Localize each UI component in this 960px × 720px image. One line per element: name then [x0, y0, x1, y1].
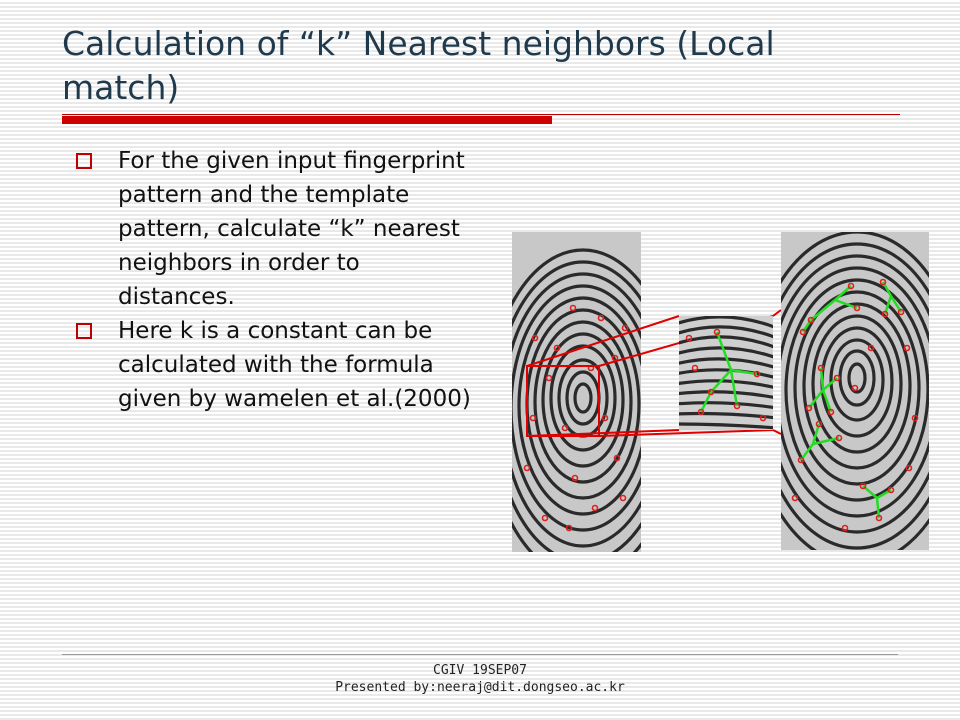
slide-title: Calculation of “k” Nearest neighbors (Local match)	[62, 24, 775, 107]
bullet-text: Here k is a constant can be calculated with the formula given by wamelen et al.(2000)	[118, 318, 471, 412]
template-fingerprint-image	[750, 232, 935, 558]
footer-divider	[62, 654, 898, 655]
footer-presenter: Presented by:neeraj@dit.dongseo.ac.kr	[335, 680, 625, 695]
footer	[0, 662, 960, 696]
square-bullet-icon	[76, 153, 92, 169]
square-bullet-icon	[76, 323, 92, 339]
template-connector-lines	[773, 310, 781, 434]
title-divider-thin	[62, 114, 900, 115]
fingerprint-figure	[505, 228, 935, 558]
zoomed-region-image	[675, 316, 777, 430]
title-divider-thick	[62, 116, 552, 124]
bullet-text: For the given input fingerprint pattern and the template pattern, calculate “k” nearest neighbors in order to distances.	[118, 148, 465, 310]
footer-event: CGIV 19SEP07	[433, 663, 527, 678]
bullet-item	[74, 144, 474, 314]
bullet-list	[74, 144, 474, 416]
bullet-item	[74, 314, 474, 416]
input-fingerprint-image	[505, 232, 679, 558]
